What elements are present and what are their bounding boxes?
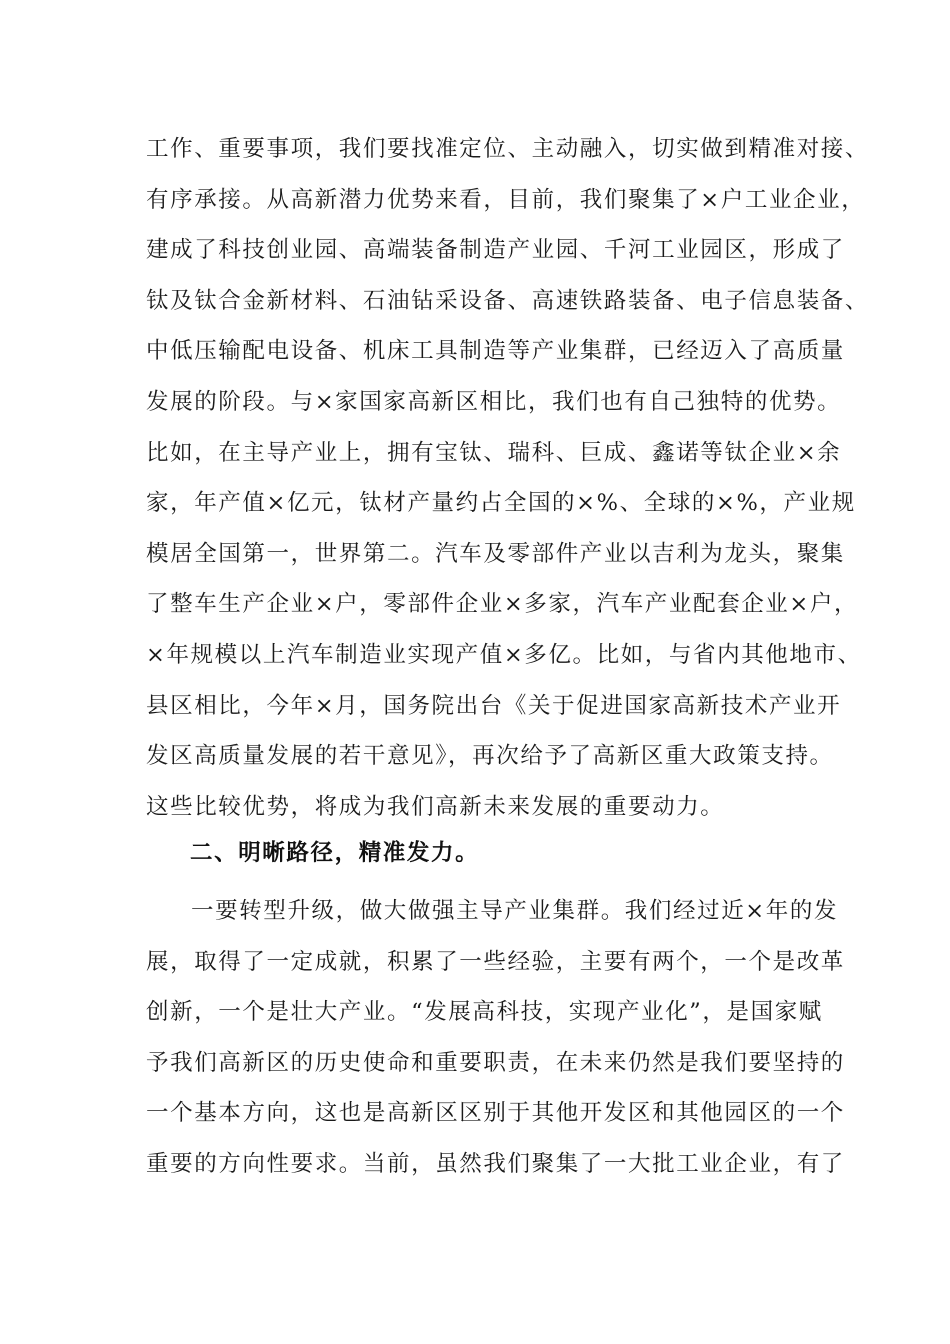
text-line: 有序承接。从高新潜力优势来看，目前，我们聚集了×户工业企业，: [146, 186, 866, 213]
text-line: 县区相比，今年×月，国务院出台《关于促进国家高新技术产业开: [146, 692, 842, 719]
text-line: ×年规模以上汽车制造业实现产值×多亿。比如，与省内其他地市、: [146, 641, 862, 668]
text-line: 一要转型升级，做大做强主导产业集群。我们经过近×年的发: [191, 898, 839, 924]
text-line: 展，取得了一定成就，积累了一些经验，主要有两个，一个是改革: [146, 948, 845, 975]
paragraph-1: [146, 124, 870, 832]
text-line: 了整车生产企业×户，零部件企业×多家，汽车产业配套企业×户，: [146, 591, 859, 618]
text-line: 创新，一个是壮大产业。“发展高科技，实现产业化”，是国家赋: [146, 999, 823, 1026]
text-line: 建成了科技创业园、高端装备制造产业园、千河工业园区，形成了: [146, 237, 845, 264]
text-line: 模居全国第一，世界第二。汽车及零部件产业以吉利为龙头，聚集: [146, 540, 845, 567]
paragraph-2: [146, 886, 845, 1190]
section-heading: 二、明晰路径，精准发力。: [190, 840, 480, 866]
text-line: 工作、重要事项，我们要找准定位、主动融入，切实做到精准对接、: [146, 136, 870, 162]
text-line: 这些比较优势，将成为我们高新未来发展的重要动力。: [146, 793, 725, 820]
text-line: 中低压输配电设备、机床工具制造等产业集群，已经迈入了高质量: [146, 338, 845, 365]
text-line: 予我们高新区的历史使命和重要职责，在未来仍然是我们要坚持的: [146, 1049, 845, 1076]
text-line: 比如，在主导产业上，拥有宝钛、瑞科、巨成、鑫诺等钛企业×余: [146, 439, 842, 466]
text-line: 钛及钛合金新材料、石油钻采设备、高速铁路装备、电子信息装备、: [146, 287, 870, 314]
text-line: 重要的方向性要求。当前，虽然我们聚集了一大批工业企业，有了: [146, 1150, 845, 1177]
text-line: 发展的阶段。与×家国家高新区相比，我们也有自己独特的优势。: [146, 388, 842, 415]
text-line: 家，年产值×亿元，钛材产量约占全国的×%、全球的×%，产业规: [146, 490, 856, 517]
text-line: 发区高质量发展的若干意见》，再次给予了高新区重大政策支持。: [146, 743, 834, 770]
text-line: 一个基本方向，这也是高新区区别于其他开发区和其他园区的一个: [146, 1100, 845, 1127]
